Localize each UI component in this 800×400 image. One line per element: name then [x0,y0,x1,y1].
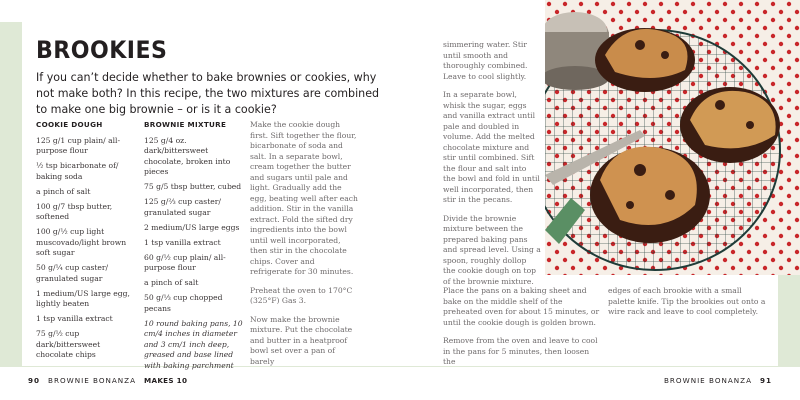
ingredient: 75 g/½ cup dark/bittersweet chocolate chips [36,329,101,359]
method-step: Make the cookie dough first. Sift together the flour, bicarbonate of soda and salt. In a separate bowl, cream together the butter and sugars until pale and light. Gradually add the egg, beating well after each addition. Stir in the vanilla extract. Fold the sifted dry ingredients into the bowl until well incorporated, then stir in the chocolate chips. Cover and refrigerate for 30 minutes. [250,120,358,276]
ingredient: 50 g/⅓ cup chopped pecans [144,293,223,313]
method-step: Place the pans on a baking sheet and bake on the middle shelf of the preheated oven for about 15 minutes, or until the cookie dough is golden brown. [443,286,600,327]
ingredient: 60 g/½ cup plain/ all-purpose flour [144,252,226,272]
ingredient: 50 g/¼ cup caster/ granulated sugar [36,263,109,283]
ingredient: 1 tsp vanilla extract [144,237,221,247]
method-step: Divide the brownie mixture between the prepared baking pans and spread level. Using a spoon, roughly dollop the cookie dough on top of the brownie mixture. [443,213,541,286]
method-step: In a separate bowl, whisk the sugar, eggs and vanilla extract until pale and doubled in volume. Add the melted chocolate mixture and stir until combined. Sift the flour and salt into the bowl and fold in until well incorporated, then stir in the pecans. [443,90,540,204]
equipment-note: 10 round baking pans, 10 cm/4 inches in diameter and 3 cm/1 inch deep, greased and base lined with baking parchment [144,318,243,370]
right-section-name: BROWNIE BONANZA [664,376,752,385]
method-column-1 [250,120,358,375]
ingredient: a pinch of salt [36,186,91,196]
method-step: Preheat the oven to 170°C (325°F) Gas 3. [250,285,353,305]
right-folio [664,376,780,385]
ingredient: a pinch of salt [144,278,199,287]
method-step: Remove from the oven and leave to cool in the pans for 5 minutes, then loosen the [443,336,598,366]
ingredient: 1 tsp vanilla extract [36,314,113,323]
method-wide [443,286,603,376]
method-step: Now make the brownie mixture. Put the chocolate and butter in a heatproof bowl set over a pan of barely [250,314,353,366]
ingredient: 125 g/1 cup plain/ all-purpose flour [36,135,121,155]
left-folio [20,376,136,385]
method-step: simmering water. Stir until smooth and thoroughly combined. Leave to cool slightly. [443,40,528,81]
recipe-intro: If you can’t decide whether to bake brownies or cookies, why not make both? In this recipe, the two mixtures are combined to make one big brownie – or is it a cookie? [36,71,380,116]
cookie-dough-heading: COOKIE DOUGH [36,120,103,129]
ingredient: 125 g/⅔ cup caster/ granulated sugar [144,197,221,217]
left-section-name: BROWNIE BONANZA [48,376,136,385]
brookies-photo [545,0,800,275]
ingredient: 125 g/4 oz. dark/bittersweet chocolate, broken into pieces [144,135,231,176]
ingredient: ½ tsp bicarbonate of/ baking soda [36,161,119,181]
yield-label: MAKES 10 [144,375,188,385]
ingredient: 100 g/½ cup light muscovado/light brown soft sugar [36,227,127,257]
ingredient: 75 g/5 tbsp butter, cubed [144,182,242,191]
ingredient: 1 medium/US large egg, lightly beaten [36,288,130,308]
ingredient: 2 medium/US large eggs [144,222,240,232]
method-step: edges of each brookie with a small palette knife. Tip the brookies out onto a wire rack and leave to cool completely. [608,286,766,316]
ingredient: 100 g/7 tbsp butter, softened [36,201,113,221]
brownie-mixture-heading: BROWNIE MIXTURE [144,120,227,129]
left-page-number: 90 [28,376,41,385]
cookie-dough-list [36,120,138,365]
recipe-title: BROOKIES [36,36,168,64]
brownie-mixture-list [144,120,244,386]
right-page-number: 91 [759,376,772,385]
method-column-2 [443,40,541,295]
method-column-3 [608,286,768,326]
